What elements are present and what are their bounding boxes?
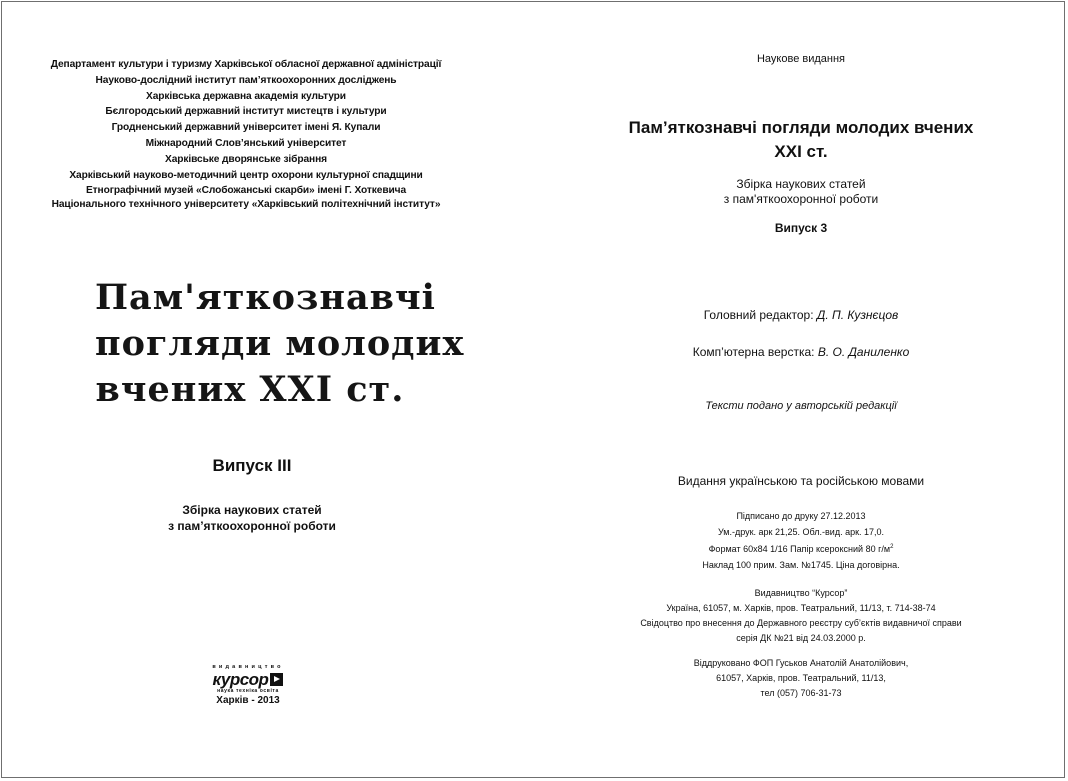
print-format-text: Формат 60х84 1/16 Папір ксероксний 80 г/м: [708, 544, 891, 554]
print-sheets: Ум.-друк. арк 21,25. Обл.-вид. арк. 17,0.: [717, 526, 885, 537]
title-line: Пам’яткознавчі погляди молодих вчених: [628, 118, 974, 137]
publisher-address: Україна, 61057, м. Харків, пров. Театральний, 11/13, т. 714-38-74: [666, 603, 936, 613]
collection-line: з пам’яткоохоронної роботи: [168, 519, 336, 533]
institution-item: Харківська державна академія культури: [146, 90, 346, 102]
title-line: XXI ст.: [774, 142, 828, 161]
printer-line: тел (057) 706-31-73: [760, 688, 842, 698]
institution-item: Бєлгородський державний інститут мистецтв і культури: [105, 106, 387, 118]
institutions-list: [36, 57, 456, 210]
publisher-logo: [208, 664, 288, 707]
logo-subtitle: наука техніка освіта: [217, 688, 279, 694]
title-line: вчених XXI ст.: [95, 369, 405, 410]
title-line: погляди молодих: [95, 323, 465, 364]
institution-item: Департамент культури і туризму Харківської обласної державної адміністрації: [50, 59, 442, 70]
author-note: Тексти подано у авторській редакції: [705, 400, 897, 412]
print-info: [534, 509, 1068, 573]
publisher-certificate: Свідоцтво про внесення до Державного реєстру суб’єктів видавничої справи: [640, 618, 962, 628]
publisher-series: серія ДК №21 від 24.03.2000 р.: [736, 633, 866, 643]
print-format: [534, 540, 1068, 558]
institution-item: Харківський науково-методичний центр охорони культурної спадщини: [69, 169, 423, 181]
right-page: [534, 0, 1068, 781]
play-arrow-icon: [270, 673, 283, 686]
printer-line: 61057, Харків, пров. Театральний, 11/13,: [716, 673, 886, 683]
layout-designer: [534, 345, 1068, 359]
collection-line: Збірка наукових статей: [182, 503, 322, 517]
collection-line: Збірка наукових статей: [736, 177, 866, 191]
logo-top-text: видавництво: [212, 664, 284, 670]
institution-item: Харківське дворянське зібрання: [165, 153, 327, 165]
collection-subtitle: [534, 177, 1068, 207]
right-title: [534, 116, 1068, 164]
collection-subtitle: [132, 502, 372, 534]
institution-item: Науково-дослідний інститут пам’яткоохоронних досліджень: [95, 74, 397, 86]
publisher-name: Видавництво “Курсор”: [754, 588, 848, 598]
chief-editor-name: Д. П. Кузнєцов: [816, 308, 899, 322]
title-line: Пам'яткознавчі: [95, 277, 436, 318]
logo-mark: [208, 671, 288, 688]
printed-by: [534, 656, 1068, 701]
chief-editor: [534, 308, 1068, 322]
institution-item: Міжнародний Слов’янський університет: [145, 137, 347, 149]
chief-editor-label: Головний редактор:: [703, 308, 814, 322]
institution-item: Гродненський державний університет імені Я. Купали: [111, 122, 381, 134]
publisher-info: [534, 586, 1068, 646]
logo-name: курсор: [212, 670, 269, 689]
printer-line: Віддруковано ФОП Гуськов Анатолій Анатолійович,: [693, 658, 909, 668]
print-signed: Підписано до друку 27.12.2013: [736, 511, 866, 521]
edition-kind: Наукове видання: [756, 53, 846, 65]
layout-name: В. О. Даниленко: [817, 345, 910, 359]
institution-item: Національного технічного університету «Харківський політехнічний інститут»: [51, 199, 441, 211]
city-year: Харків - 2013: [216, 695, 280, 706]
languages-note: Видання українською та російською мовами: [677, 474, 925, 488]
issue-number: Випуск 3: [774, 221, 828, 235]
institution-item: Етнографічний музей «Слобожанські скарби» імені Г. Хоткевича: [85, 185, 407, 197]
issue-heading: Випуск III: [212, 456, 292, 475]
print-format-sup: 2: [890, 544, 894, 550]
layout-label: Комп’ютерна верстка:: [692, 345, 815, 359]
collection-line: з пам'яткоохоронної роботи: [723, 192, 879, 206]
decorative-title: [95, 275, 465, 413]
print-run: Наклад 100 прим. Зам. №1745. Ціна договірна.: [702, 559, 900, 570]
